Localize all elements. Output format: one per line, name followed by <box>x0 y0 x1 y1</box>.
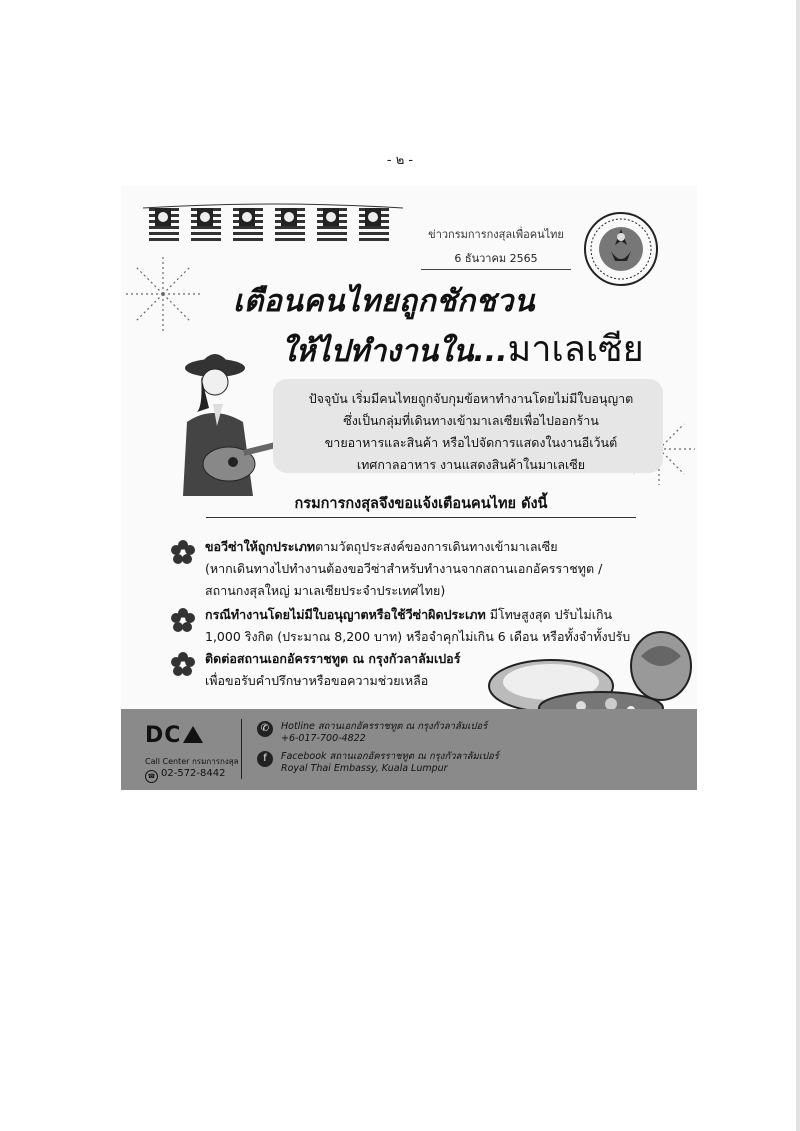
flag-icon <box>317 208 347 241</box>
headline-line1: เตือนคนไทยถูกชักชวน <box>233 284 535 319</box>
phone-icon: ✆ <box>257 721 273 737</box>
phone-icon: ☎ <box>145 770 158 783</box>
item-line: (หากเดินทางไปทำงานต้องขอวีซ่าสำหรับทำงานจากสถานเอกอัครราชทูต / <box>205 561 603 576</box>
facebook-label: Facebook สถานเอกอัครราชทูต ณ กรุงกัวลาลัมเปอร์ <box>281 751 499 762</box>
item-text: มีโทษสูงสุด ปรับไม่เกิน <box>485 607 613 622</box>
footer-divider <box>241 719 242 779</box>
headline-prefix: ให้ไปทำงานใน... <box>281 334 508 369</box>
page-number: - ๒ - <box>386 153 414 168</box>
item-line: เพื่อขอรับคำปรึกษาหรือขอความช่วยเหลือ <box>205 673 429 688</box>
flag-icon <box>191 208 221 241</box>
news-date: 6 ธันวาคม 2565 <box>421 249 571 270</box>
flag-icon <box>233 208 263 241</box>
list-item <box>205 536 645 602</box>
flag-icon <box>275 208 305 241</box>
intro-line: ซึ่งเป็นกลุ่มที่เดินทางเข้ามาเลเซียเพื่อไปออกร้าน <box>343 413 599 428</box>
dca-logo-text: DC <box>145 723 182 748</box>
callcenter-phone-number: 02-572-8442 <box>161 768 226 779</box>
malaysia-flags-bunting <box>143 200 403 250</box>
dca-triangle-icon <box>183 726 203 743</box>
hibiscus-bullet-icon <box>171 608 195 632</box>
item-bold: ติดต่อสถานเอกอัครราชทูต ณ กรุงกัวลาลัมเปอร์ <box>205 651 461 666</box>
intro-line: ขายอาหารและสินค้า หรือไปจัดการแสดงในงานอีเว้นต์ <box>324 435 618 450</box>
flag-icon <box>359 208 389 241</box>
callcenter-phone <box>145 768 225 783</box>
hibiscus-bullet-icon <box>171 652 195 676</box>
hibiscus-bullet-icon <box>171 540 195 564</box>
firework-left-icon <box>123 254 203 334</box>
item-line: สถานกงสุลใหญ่ มาเลเซียประจำประเทศไทย) <box>205 583 446 598</box>
ministry-seal-icon <box>583 211 659 287</box>
flag-icon <box>149 208 179 241</box>
notice-heading: กรมการกงสุลจึงขอแจ้งเตือนคนไทย ดังนี้ <box>294 496 548 512</box>
item-bold: กรณีทำงานโดยไม่มีใบอนุญาตหรือใช้วีซ่าผิดประเภท <box>205 607 486 622</box>
announcement-poster <box>121 186 697 790</box>
hotline-label: Hotline สถานเอกอัครราชทูต ณ กรุงกัวลาลัมเปอร์ <box>281 721 488 732</box>
dca-logo <box>145 723 203 748</box>
item-text: ตามวัตถุประสงค์ของการเดินทางเข้ามาเลเซีย <box>315 539 558 554</box>
facebook-icon: f <box>257 751 273 767</box>
notice-underline <box>206 517 636 518</box>
headline-line2 <box>281 320 644 377</box>
hotline-number: +6-017-700-4822 <box>281 733 366 744</box>
item-line: 1,000 ริงกิต (ประมาณ 8,200 บาท) หรือจำคุกไม่เกิน 6 เดือน หรือทั้งจำทั้งปรับ <box>205 629 631 644</box>
headline-country: มาเลเซีย <box>507 329 644 370</box>
item-bold: ขอวีซ่าให้ถูกประเภท <box>205 539 316 554</box>
dept-news-label: ข่าวกรมการกงสุลเพื่อคนไทย <box>428 228 564 241</box>
intro-line: ปัจจุบัน เริ่มมีคนไทยถูกจับกุมข้อหาทำงานโดยไม่มีใบอนุญาต <box>308 391 634 406</box>
facebook-page: Royal Thai Embassy, Kuala Lumpur <box>281 763 448 774</box>
poster-footer <box>121 709 697 790</box>
intro-line: เทศกาลอาหาร งานแสดงสินค้าในมาเลเซีย <box>356 457 586 472</box>
callcenter-label: Call Center กรมการกงสุล <box>145 757 239 766</box>
intro-paragraph <box>281 388 661 476</box>
